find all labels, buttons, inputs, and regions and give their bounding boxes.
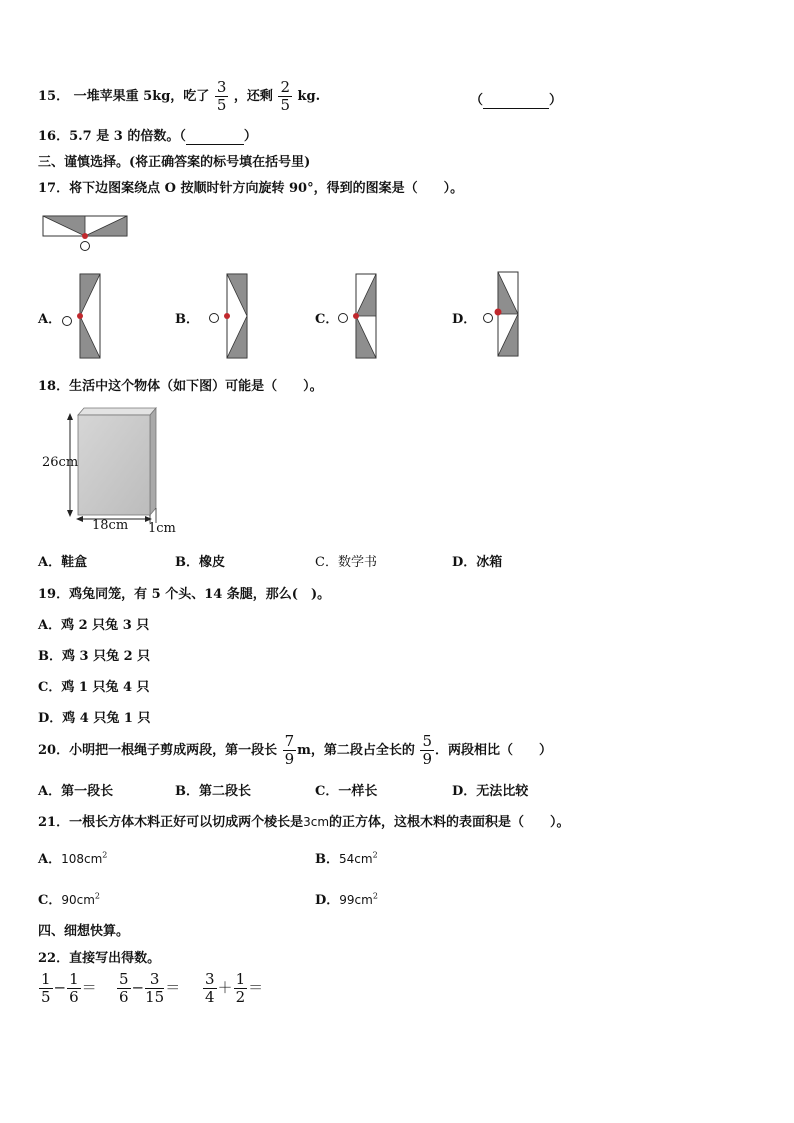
q18-option-b[interactable]: B．橡皮	[175, 555, 225, 570]
section-3-heading: 三、谨慎选择。(将正确答案的标号填在括号里)	[38, 155, 311, 170]
q19-option-b[interactable]: B．鸡 3 只兔 2 只	[38, 649, 151, 664]
q15-text-c: kg.	[297, 89, 321, 104]
q17-option-d-figure[interactable]	[478, 271, 523, 359]
q17-original-figure	[42, 215, 132, 255]
q15-number: 15．	[38, 89, 70, 104]
q20-text-b: m，第二段占全长的	[297, 743, 415, 758]
q20-text-a: 20．小明把一根绳子剪成两段，第一段长	[38, 743, 278, 758]
q17-option-a-figure[interactable]	[60, 273, 110, 361]
q15-text-b: ，还剩	[233, 89, 273, 104]
q15-fraction-eaten: $\frac{3}{5}$	[216, 78, 227, 114]
q20-fraction-second: $\frac{5}{9}$	[422, 732, 433, 768]
q17-option-c-figure[interactable]	[336, 273, 381, 361]
q17-option-c-label[interactable]: C．	[315, 312, 339, 327]
q18-cuboid-figure	[40, 405, 180, 535]
question-19: 19．鸡兔同笼，有 5 个头、14 条腿，那么( )。	[38, 587, 331, 602]
question-21	[38, 811, 570, 830]
section-4-heading: 四、细想快算。	[38, 924, 130, 939]
q19-option-d[interactable]: D．鸡 4 只兔 1 只	[38, 711, 151, 726]
q15-fraction-left: $\frac{2}{5}$	[280, 78, 290, 114]
question-17: 17．将下边图案绕点 O 按顺时针方向旋转 90°，得到的图案是（ ）。	[38, 181, 464, 196]
q17-option-d-label[interactable]: D．	[452, 312, 477, 327]
question-18: 18．生活中这个物体（如下图）可能是（ ）。	[38, 379, 323, 394]
q20-text-c: ．两段相比（ ）	[435, 743, 553, 758]
q22-expression-1: $\frac{1}{5}$ − $\frac{1}{6}$ ＝	[41, 970, 97, 1006]
q17-option-b-label[interactable]: B．	[175, 312, 199, 327]
q20-option-b[interactable]: B．第二段长	[175, 784, 251, 799]
q16-answer-blank[interactable]	[186, 129, 244, 145]
question-20	[38, 734, 552, 767]
q21-option-c[interactable]: C．$90cm^2$	[38, 891, 101, 908]
q19-option-c[interactable]: C．鸡 1 只兔 4 只	[38, 680, 150, 695]
q21-option-a[interactable]: A．$108cm^2$	[38, 850, 108, 867]
q18-width-label: 18cm	[92, 518, 129, 533]
q15-answer-blank[interactable]: （ ）	[470, 93, 563, 108]
q16-text: 16．5.7 是 3 的倍数。（	[38, 129, 186, 144]
q21-option-b[interactable]: B．$54cm^2$	[315, 850, 378, 867]
q22-expression-3: $\frac{3}{4}$ ＋ $\frac{1}{2}$ ＝	[205, 970, 264, 1006]
q17-option-b-figure[interactable]	[207, 273, 252, 361]
q19-option-a[interactable]: A．鸡 2 只兔 3 只	[38, 618, 150, 633]
question-22: 22．直接写出得数。	[38, 951, 161, 966]
question-16: 16．5.7 是 3 的倍数。（ ）	[38, 129, 257, 144]
q20-option-a[interactable]: A．第一段长	[38, 784, 114, 799]
q20-option-c[interactable]: C．一样长	[315, 784, 378, 799]
q21-text-b: 的正方体，这根木料的表面积是（ ）。	[329, 815, 570, 830]
q18-option-c[interactable]: C．数学书	[315, 555, 377, 570]
q18-height-label: 26cm	[42, 455, 79, 470]
q20-fraction-first: $\frac{7}{9}$	[284, 732, 295, 768]
q15-text-a: 一堆苹果重 5kg，吃了	[73, 89, 210, 104]
q18-option-a[interactable]: A．鞋盒	[38, 555, 88, 570]
q20-option-d[interactable]: D．无法比较	[452, 784, 529, 799]
q18-depth-label: 1cm	[148, 521, 176, 536]
q22-expression-2: $\frac{5}{6}$ − $\frac{3}{15}$ ＝	[119, 970, 181, 1006]
q18-option-d[interactable]: D．冰箱	[452, 555, 503, 570]
q21-option-d[interactable]: D．$99cm^2$	[315, 891, 378, 908]
q21-edge-length: 3cm	[303, 815, 330, 829]
q17-option-a-label[interactable]: A．	[38, 312, 62, 327]
question-15	[38, 80, 320, 113]
q21-text-a: 21．一根长方体木料正好可以切成两个棱长是	[38, 815, 304, 830]
